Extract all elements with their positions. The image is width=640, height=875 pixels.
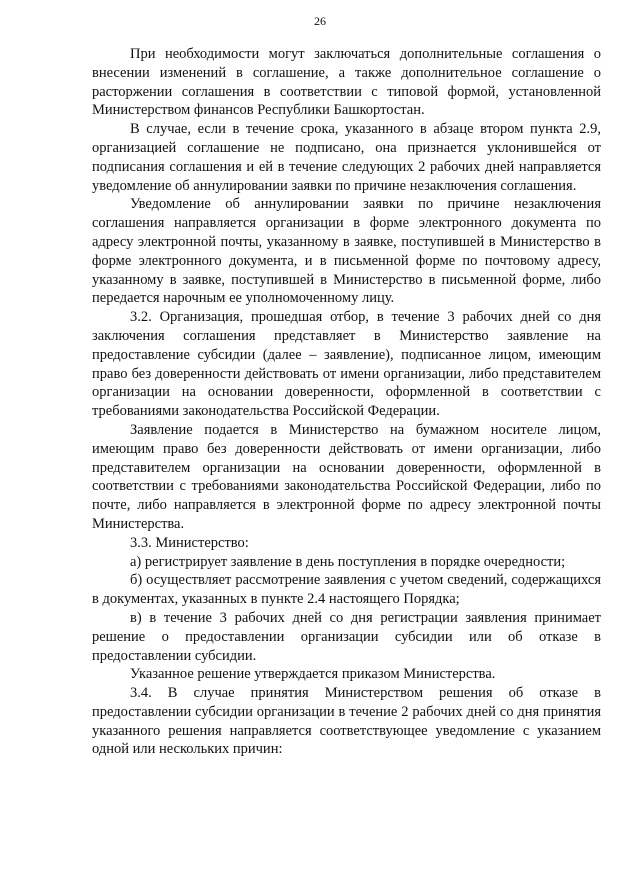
paragraph-3-2-application: 3.2. Организация, прошедшая отбор, в течение 3 рабочих дней со дня заключения соглашения представляет в Министерство заявление на предоставление субсидии (далее – заявление), подписанное лицом, имеющим право без доверенности действовать от имени организации, либо представителем организации на основании доверенности, оформленной в соответствии с требованиями законодательства Российской Федерации.: [92, 309, 601, 420]
document-body: [92, 45, 601, 759]
list-item-v-decides: в) в течение 3 рабочих дней со дня регистрации заявления принимает решение о предоставлении организации субсидии или об отказе в предоставлении субсидии.: [92, 609, 601, 664]
list-item-a-registers: а) регистрирует заявление в день поступления в порядке очередности;: [130, 553, 566, 570]
page-number: 26: [314, 14, 326, 28]
paragraph-3-4-refusal: 3.4. В случае принятия Министерством решения об отказе в предоставлении субсидии организации в течение 2 рабочих дней со дня принятия указанного решения направляется соответствующее уведомление с указанием одной или нескольких причин:: [92, 685, 601, 758]
paragraph-decision-approved: Указанное решение утверждается приказом Министерства.: [130, 666, 496, 683]
list-item-b-reviews: б) осуществляет рассмотрение заявления с учетом сведений, содержащихся в документах, указанных в пункте 2.4 настоящего Порядка;: [92, 572, 601, 608]
paragraph-cancellation-notice: Уведомление об аннулировании заявки по причине незаключения соглашения направляется организации в форме электронного документа по адресу электронной почты, указанному в заявке, поступившей в Министерство в форме электронного документа, и в письменной форме по почтовому адресу, указанному в заявке, поступившей в Министерство в письменной форме, либо передается нарочным ее уполномоченному лицу.: [92, 196, 601, 307]
paragraph-additional-agreements: При необходимости могут заключаться дополнительные соглашения о внесении изменений в соглашение, а также дополнительное соглашение о расторжении соглашения в соответствии с типовой формой, установленной Министерством финансов Республики Башкортостан.: [92, 46, 601, 119]
paragraph-3-3-ministry: 3.3. Министерство:: [130, 534, 249, 551]
paragraph-application-submission: Заявление подается в Министерство на бумажном носителе лицом, имеющим право без доверенности действовать от имени организации, либо представителем организации на основании доверенности, оформленной в соответствии с требованиями законодательства Российской Федерации, либо по почте, либо направляется в электронной форме по адресу электронной почты Министерства.: [92, 421, 601, 532]
paragraph-unsigned-agreement: В случае, если в течение срока, указанного в абзаце втором пункта 2.9, организацией соглашение не подписано, она признается уклонившейся от подписания соглашения и ей в течение следующих 2 рабочих дней направляется уведомление об аннулировании заявки по причине незаключения соглашения.: [92, 121, 601, 194]
